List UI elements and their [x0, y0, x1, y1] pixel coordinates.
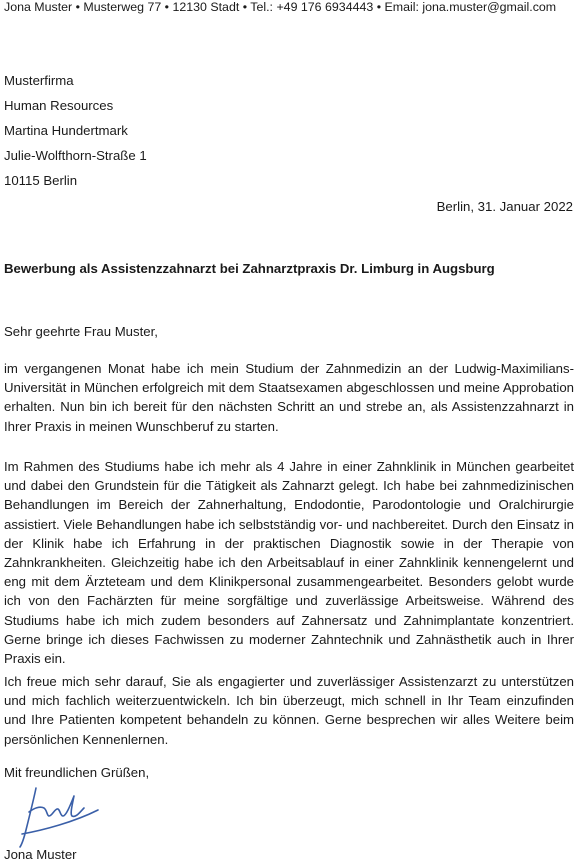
body-paragraph-closing: Ich freue mich sehr darauf, Sie als engagierter und zuverlässiger Assistenzarzt zu unterstützen und mich fachlich weiterzuentwickeln. Ich bin überzeugt, mich schnell in Ihr Team einzufinden und Ihre Patienten kompetent behandeln zu können. Gerne besprechen wir alles Weitere beim persönlichen Kennenlernen.: [4, 674, 574, 747]
closing-phrase: Mit freundlichen Grüßen,: [4, 765, 150, 780]
salutation: Sehr geehrte Frau Muster,: [4, 324, 158, 339]
letter-date: Berlin, 31. Januar 2022: [436, 199, 573, 214]
handwritten-signature-icon: [14, 784, 114, 850]
recipient-street: Julie-Wolfthorn-Straße 1: [4, 148, 147, 163]
recipient-company: Musterfirma: [4, 73, 74, 88]
recipient-city: 10115 Berlin: [4, 173, 78, 188]
letter-subject: Bewerbung als Assistenzzahnarzt bei Zahnarztpraxis Dr. Limburg in Augsburg: [4, 261, 495, 276]
body-paragraph-experience: Im Rahmen des Studiums habe ich mehr als 4 Jahre in einer Zahnklinik in München gearbeitet und dabei den Grundstein für die Tätigkeit als Zahnarzt gelegt. Ich habe bei zahnmedizinischen Behandlungen im Bereich der Zahnerhaltung, Endodontie, Parodontologie und Oralchirurgie assistiert. Viele Behandlungen habe ich selbstständig vor- und nachbereitet. Durch den Einsatz in der Klinik habe ich Erfahrung in der praktischen Diagnostik sowie in der Therapie von Zahnkrankheiten. Gleichzeitig habe ich den Arbeitsablauf in einer Zahnklinik kennengelernt und eng mit dem Ärzteteam und dem Klinikpersonal zusammengearbeitet. Besonders gelobt wurde ich von den Fachärzten für meine sorgfältige und zuverlässige Arbeitsweise. Während des Studiums habe ich mich zudem besonders auf Zahnersatz und Zahnimplantate konzentriert. Gerne bringe ich dieses Fachwissen zu moderner Zahntechnik und Zahnästhetik auch in Ihrer Praxis ein.: [4, 459, 574, 667]
recipient-name: Martina Hundertmark: [4, 123, 128, 138]
body-paragraph-intro: im vergangenen Monat habe ich mein Studium der Zahnmedizin an der Ludwig-Maximilians-Universität in München erfolgreich mit dem Staatsexamen abgeschlossen und meine Approbation erhalten. Nun bin ich bereit für den nächsten Schritt an und strebe an, als Assistenzzahnarzt in Ihrer Praxis in meinen Wunschberuf zu starten.: [4, 361, 574, 434]
signer-name: Jona Muster: [4, 847, 77, 862]
sender-contact-line: Jona Muster • Musterweg 77 • 12130 Stadt • Tel.: +49 176 6934443 • Email: jona.muster@gmail.com: [4, 0, 557, 14]
recipient-address-block: [4, 71, 304, 196]
recipient-department: Human Resources: [4, 98, 114, 113]
